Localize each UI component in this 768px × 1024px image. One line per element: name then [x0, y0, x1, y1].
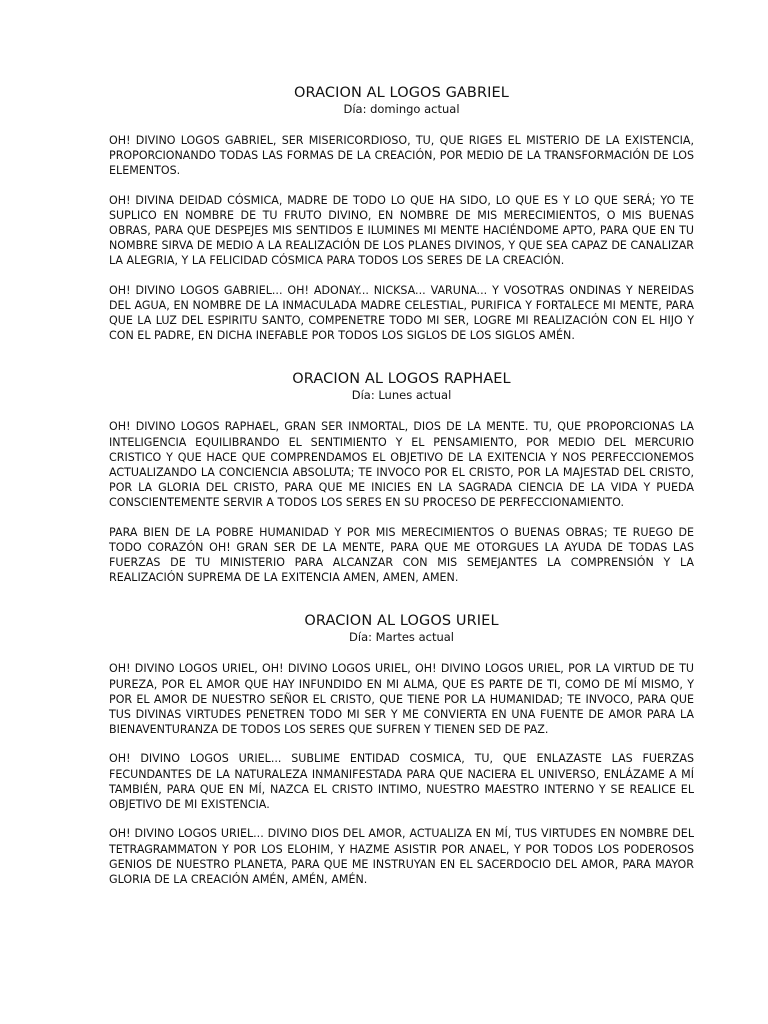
- paragraph: OH! DIVINO LOGOS GABRIEL... OH! ADONAY... NICKSA... VARUNA... Y VOSOTRAS ONDINAS Y NEREIDAS DEL AGUA, EN NOMBRE DE LA INMACULADA MADRE CELESTIAL, PURIFICA Y FORTALECE MI MENTE, PARA QUE LA LUZ DEL ESPIRITU SANTO, COMPENETRE TODO MI SER, LOGRE MI REALIZACIÓN CON EL HIJO Y CON EL PADRE, EN DICHA INEFABLE POR TODOS LOS SIGLOS DE LOS SIGLOS AMÉN.: [109, 283, 694, 343]
- section-title: ORACION AL LOGOS URIEL: [304, 613, 499, 630]
- paragraph: PARA BIEN DE LA POBRE HUMANIDAD Y POR MIS MERECIMIENTOS O BUENAS OBRAS; TE RUEGO DE TODO CORAZÓN OH! GRAN SER DE LA MENTE, PARA QUE ME OTORGUES LA AYUDA DE TODAS LAS FUERZAS DE TU MINISTERIO PARA ALCANZAR CON MIS SEMEJANTES LA COMPRENSIÓN Y LA REALIZACIÓN SUPREMA DE LA EXITENCIA AMEN, AMEN, AMEN.: [109, 525, 694, 585]
- prayer-section-uriel: [109, 612, 694, 887]
- prayer-section-gabriel: [109, 84, 694, 343]
- paragraph: OH! DIVINO LOGOS URIEL, OH! DIVINO LOGOS URIEL, OH! DIVINO LOGOS URIEL, POR LA VIRTUD DE TU PUREZA, POR EL AMOR QUE HAY INFUNDIDO EN MI ALMA, QUE ES PARTE DE TI, COMO DE MÍ MISMO, Y POR EL AMOR DE NUESTRO SEÑOR EL CRISTO, QUE TIENE POR LA HUMANIDAD; TE INVOCO, PARA QUE TUS DIVINAS VIRTUDES PENETREN TODO MI SER Y ME CONVIERTA EN UNA FUENTE DE AMOR PARA LA BIENAVENTURANZA DE TODOS LOS SERES QUE SUFREN Y TIENEN SED DE PAZ.: [109, 662, 694, 737]
- section-title: ORACION AL LOGOS RAPHAEL: [292, 371, 511, 388]
- paragraph: OH! DIVINO LOGOS URIEL... DIVINO DIOS DEL AMOR, ACTUALIZA EN MÍ, TUS VIRTUDES EN NOMBRE DEL TETRAGRAMMATON Y POR LOS ELOHIM, Y HAZME ASISTIR POR ANAEL, Y POR TODOS LOS PODEROSOS GENIOS DE NUESTRO PLANETA, PARA QUE ME INSTRUYAN EN EL SACERDOCIO DEL AMOR, PARA MAYOR GLORIA DE LA CREACIÓN AMÉN, AMÉN, AMÉN.: [109, 827, 694, 886]
- paragraph: OH! DIVINO LOGOS URIEL... SUBLIME ENTIDAD COSMICA, TU, QUE ENLAZASTE LAS FUERZAS FECUNDANTES DE LA NATURALEZA INMANIFESTADA PARA QUE NACIERA EL UNIVERSO, ENLÁZAME A MÍ TAMBIÉN, PARA QUE EN MÍ, NAZCA EL CRISTO INTIMO, NUESTRO MAESTRO INTERNO Y SE REALICE EL OBJETIVO DE MI EXISTENCIA.: [109, 752, 694, 812]
- section-subtitle: Día: Martes actual: [349, 630, 454, 645]
- prayer-section-raphael: [109, 370, 694, 585]
- paragraph: OH! DIVINA DEIDAD CÓSMICA, MADRE DE TODO LO QUE HA SIDO, LO QUE ES Y LO QUE SERÁ; YO TE SUPLICO EN NOMBRE DE TU FRUTO DIVINO, EN NOMBRE DE MIS MERECIMIENTOS, O MIS BUENAS OBRAS, PARA QUE DESPEJES MIS SENTIDOS E ILUMINES MI MENTE HACIÉNDOME APTO, PARA QUE EN TU NOMBRE SIRVA DE MEDIO A LA REALIZACIÓN DE LOS PLANES DIVINOS, Y QUE SEA CAPAZ DE CANALIZAR LA ALEGRIA, Y LA FELICIDAD CÓSMICA PARA TODOS LOS SERES DE LA CREACIÓN.: [109, 193, 694, 268]
- document-page: [109, 84, 694, 887]
- section-title: ORACION AL LOGOS GABRIEL: [294, 85, 509, 101]
- section-subtitle: Día: Lunes actual: [351, 388, 452, 403]
- paragraph: OH! DIVINO LOGOS RAPHAEL, GRAN SER INMORTAL, DIOS DE LA MENTE. TU, QUE PROPORCIONAS LA INTELIGENCIA EQUILIBRANDO EL SENTIMIENTO Y EL PENSAMIENTO, POR MEDIO DEL MERCURIO CRISTICO Y QUE HACE QUE COMPRENDAMOS EL OBJETIVO DE LA EXITENCIA Y NOS PERFECCIONEMOS ACTUALIZANDO LA CONCIENCIA ABSOLUTA; TE INVOCO POR EL CRISTO, POR LA MAJESTAD DEL CRISTO, POR LA GLORIA DEL CRISTO, PARA QUE ME INICIES EN LA SAGRADA CIENCIA DE LA VIDA Y PUEDA CONSCIENTEMENTE SERVIR A TODOS LOS SERES EN SU PROCESO DE PERFECCIONAMIENTO.: [109, 420, 694, 510]
- paragraph: OH! DIVINO LOGOS GABRIEL, SER MISERICORDIOSO, TU, QUE RIGES EL MISTERIO DE LA EXISTENCIA, PROPORCIONANDO TODAS LAS FORMAS DE LA CREACIÓN, POR MEDIO DE LA TRANSFORMACIÓN DE LOS ELEMENTOS.: [109, 134, 694, 178]
- section-subtitle: Día: domingo actual: [343, 102, 460, 116]
